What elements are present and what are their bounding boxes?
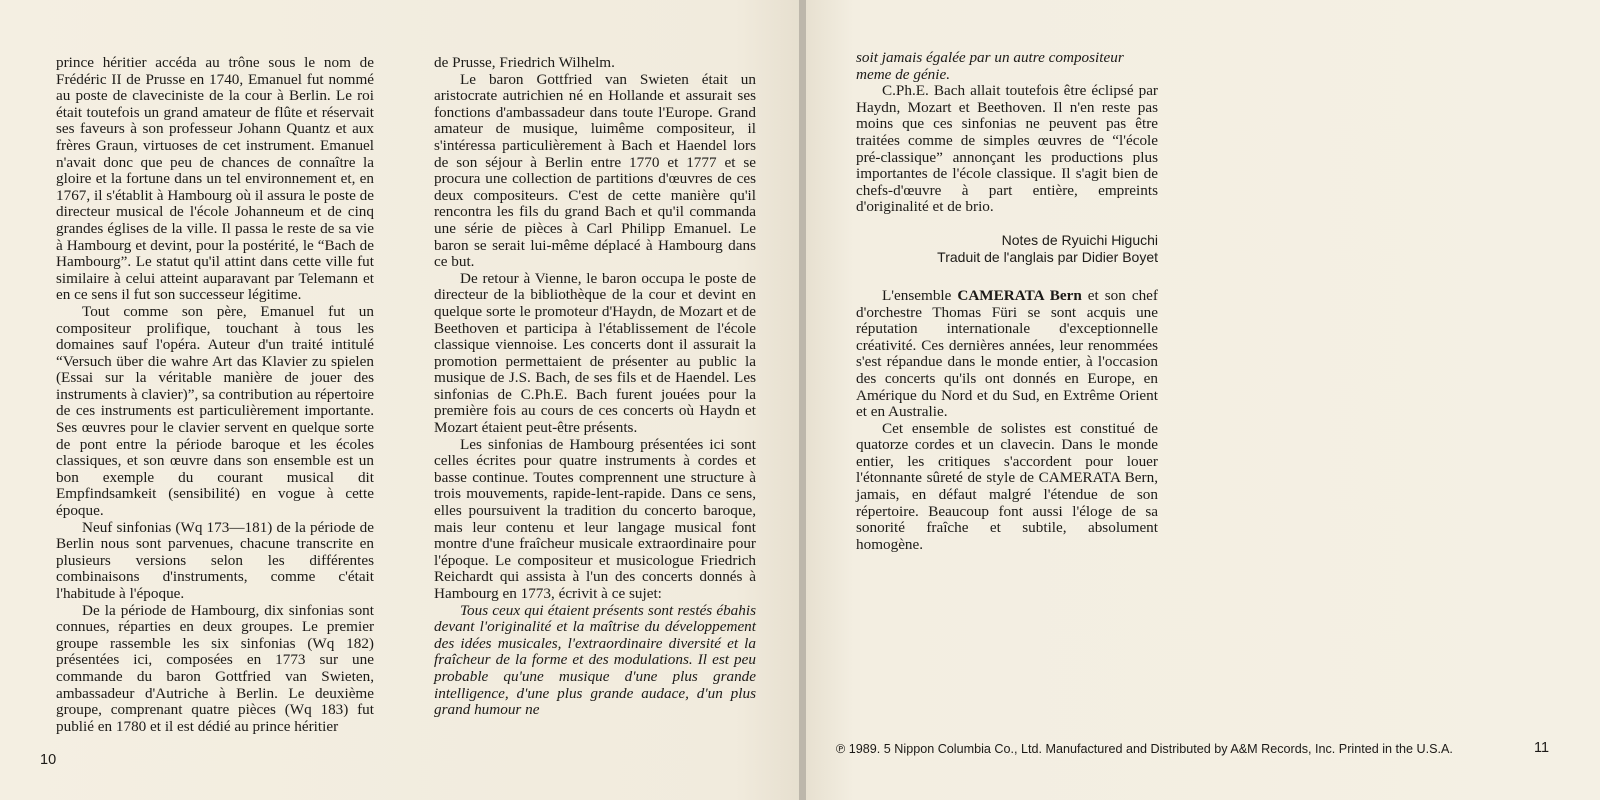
ensemble-intro: L'ensemble <box>882 286 958 304</box>
ensemble-paragraph <box>856 288 1158 421</box>
paragraph: de Prusse, Friedrich Wilhelm. <box>434 54 615 71</box>
ensemble-name: CAMERATA Bern <box>957 286 1082 304</box>
page-number-left: 10 <box>40 752 57 768</box>
paragraph: Le baron Gottfried van Swieten était un aristocrate autrichien né en Hollande et assurait ses fonctions d'ambassadeur dans toute l'Europe. Grand amateur de musique, luimême compositeur, il s'intéressa particulièrement à Bach et Haendel lors de son séjour à Berlin entre 1770 et 1777 et se procura une collection de partitions d'œuvres de ces deux compositeurs. C'est de cette manière qu'il rencontra les fils du grand Bach et qu'il commanda une série de pièces à Carl Philipp Emanuel. Le baron se serait lui-même déplacé à Hambourg dans ce but. <box>434 70 756 271</box>
paragraph: Tout comme son père, Emanuel fut un compositeur prolifique, touchant à tous les domaines sauf l'opéra. Auteur d'un traité intitulé “Versuch über die wahre Art das Klavier zu spielen (Essai sur la véritable manière de jouer des instruments à clavier)”, sa contribution au répertoire de ces instruments est particulièrement importante. Ses œuvres pour le clavier servent en quelque sorte de pont entre la période baroque et les écoles classiques, et son œuvre dans son ensemble est un bon exemple du courant musical dit Empfindsamkeit (sensibilité) en vogue à cette époque. <box>56 302 374 520</box>
paragraph: De la période de Hambourg, dix sinfonias sont connues, réparties en deux groupes. Le premier groupe rassemble les six sinfonias (Wq 182) présentées ici, composées en 1773 sur une commande du baron Gottfried van Swieten, ambassadeur d'Autriche à Berlin. Le deuxième groupe, comprenant quatre pièces (Wq 183) fut publié en 1780 et il est dédié au prince héritier <box>56 601 374 735</box>
right-column <box>856 50 1158 553</box>
paragraph: prince héritier accéda au trône sous le nom de Frédéric II de Prusse en 1740, Emanuel fut nommé au poste de claveciniste de la cour à Berlin. Le roi était toutefois un grand amateur de flûte et réservait ses faveurs à son professeur Johann Quantz et aux frères Graun, virtuoses de cet instrument. Emanuel n'avait donc que peu de chances de connaître la gloire et la fortune dans un tel environnement et, en 1767, il s'établit à Hambourg où il assura le poste de directeur musical de l'école Johanneum et de cinq grandes églises de la ville. Il passa le reste de sa vie à Hambourg et devint, pour la postérité, le “Bach de Hambourg”. Le statut qu'il attint dans cette ville fut similaire à celui atteint auparavant par Telemann et en ce sens il fut son successeur légitime. <box>56 54 374 304</box>
quote-continuation: soit jamais égalée par un autre compositeur meme de génie. <box>856 49 1124 83</box>
notes-credit: Notes de Ryuichi Higuchi <box>1001 231 1158 248</box>
paragraph: De retour à Vienne, le baron occupa le poste de directeur de la bibliothèque de la cour et devint en quelque sorte le promoteur d'Haydn, de Mozart et de Beethoven et participa à l'établissement de l'école classique viennoise. Les concerts dont il assurait la promotion permettaient de présenter au public la musique de J.S. Bach, de ses fils et de Haendel. Les sinfonias de C.Ph.E. Bach furent jouées pour la première fois au cours de ces concerts où Haydn et Mozart étaient peut-être présents. <box>434 269 756 437</box>
translation-credit: Traduit de l'anglais par Didier Boyet <box>937 248 1158 265</box>
paragraph: Neuf sinfonias (Wq 173—181) de la période de Berlin nous sont parvenues, chacune transcrite en plusieurs versions selon les différentes combinaisons d'instruments, comme c'était l'habitude à l'époque. <box>56 518 374 602</box>
left-column <box>56 55 374 735</box>
reichardt-quote: Tous ceux qui étaient présents sont restés ébahis devant l'originalité et la maîtrise du développement des idées musicales, l'extraordinaire diversité et la fraîcheur de la forme et des modulations. Il est peu probable qu'une musique d'une plus grande intelligence, d'une plus grande audace, d'un plus grand humour ne <box>434 601 756 719</box>
ensemble-text: et son chef d'orchestre Thomas Füri se sont acquis une réputation internationale d'exceptionnelle créativité. Ces dernières années, leur renommées s'est répandue dans le monde entier, à l'occasion des concerts qu'ils ont donnés en Europe, en Amérique du Nord et du Sud, en Extrême Orient et en Australie. <box>856 286 1158 421</box>
copyright-footer: ℗ 1989. 5 Nippon Columbia Co., Ltd. Manufactured and Distributed by A&M Records, Inc. Printed in the U.S.A. <box>836 742 1453 756</box>
paragraph: Les sinfonias de Hambourg présentées ici sont celles écrites pour quatre instruments à cordes et basse continue. Toutes comprennent une structure à trois mouvements, rapide-lent-rapide. Dans ce sens, elles poursuivent la tradition du concerto baroque, mais leur contenu et leur langage musical font montre d'une fraîcheur musicale extraordinaire pour l'époque. Le compositeur et musicologue Friedrich Reichardt qui assista à l'un des concerts donnés à Hambourg en 1773, écrivit à ce sujet: <box>434 435 756 602</box>
credits <box>856 232 1158 266</box>
page-number-right: 11 <box>1534 740 1550 756</box>
paragraph: C.Ph.E. Bach allait toutefois être éclipsé par Haydn, Mozart et Beethoven. Il n'en reste pas moins que ces sinfonias ne peuvent pas être traitées comme de simples œuvres de “l'école pré-classique” annonçant les productions plus importantes de l'école classique. Il s'agit bien de chefs-d'œuvre à part entière, empreints d'originalité et de brio. <box>856 82 1158 216</box>
middle-column <box>434 55 756 719</box>
paragraph: Cet ensemble de solistes est constitué de quatorze cordes et un clavecin. Dans le monde entier, les critiques s'accordent pour louer l'étonnante sûreté de style de CAMERATA Bern, jamais, en défaut malgré l'étendue de son répertoire. Beaucoup font aussi l'éloge de sa sonorité fraîche et subtile, absolument homogène. <box>856 419 1158 553</box>
